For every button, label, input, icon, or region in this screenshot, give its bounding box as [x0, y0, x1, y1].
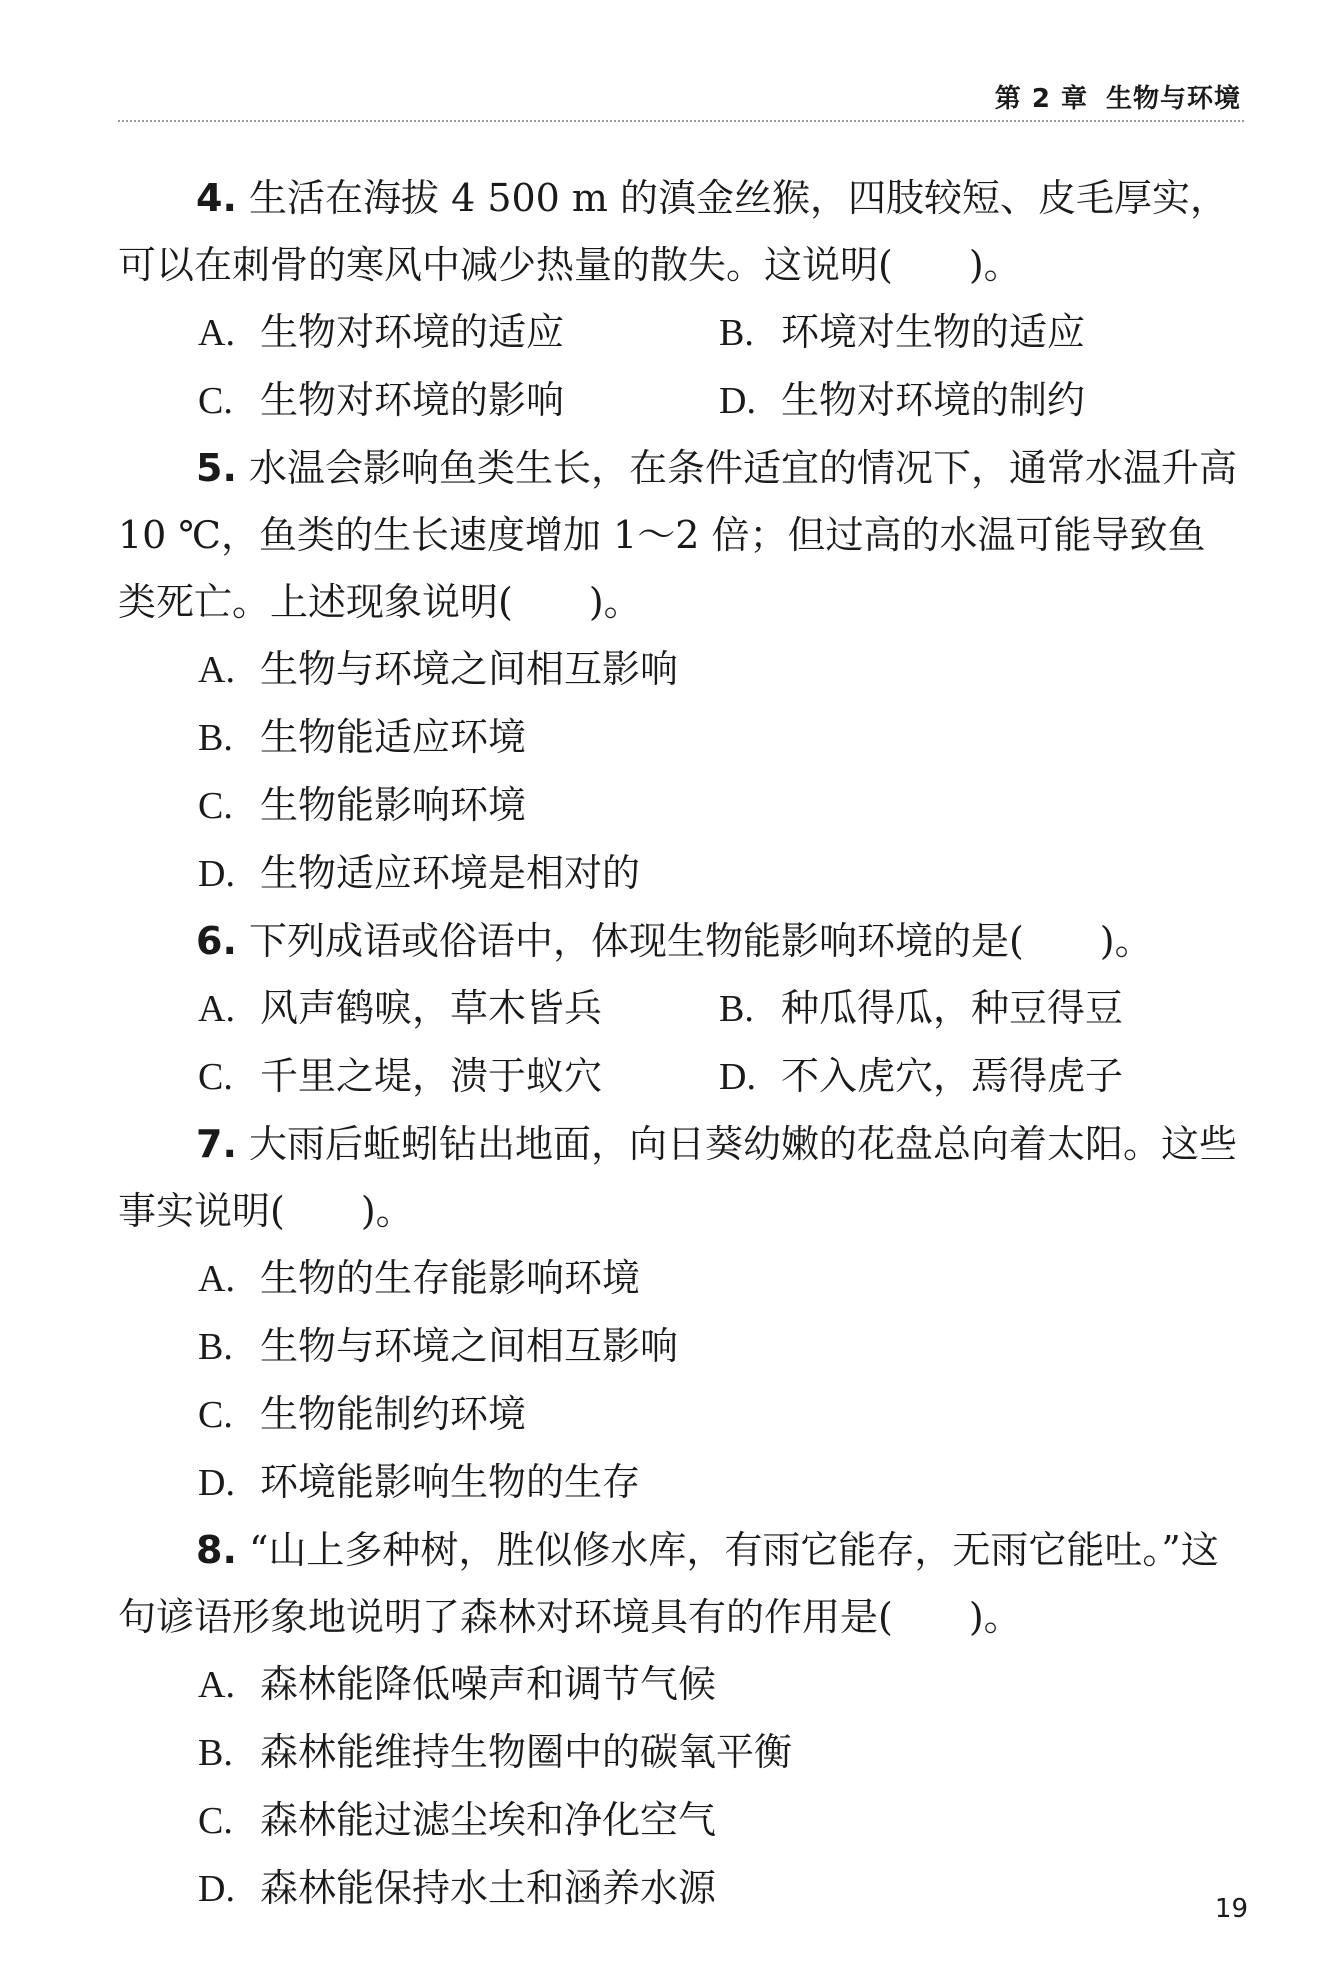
- option-d: D. 不入虎穴，焉得虎子: [719, 1054, 1124, 1098]
- question-stem: 生活在海拔 4 500 m 的滇金丝猴，四肢较短、皮毛厚实，可以在刺骨的寒风中减少热量的散失。这说明( )。: [118, 176, 1229, 287]
- option-a: A. 生物与环境之间相互影响: [198, 647, 679, 691]
- question-8: 8. “山上多种树，胜似修水库，有雨它能存，无雨它能吐。”这句谚语形象地说明了森林对环境具有的作用是( )。: [118, 1528, 1219, 1639]
- option-c: C. 森林能过滤尘埃和净化空气: [198, 1798, 717, 1842]
- option-row: [118, 367, 1240, 435]
- option-d: D. 生物适应环境是相对的: [198, 851, 641, 895]
- option-row: [118, 1043, 1240, 1111]
- option-a: A. 森林能降低噪声和调节气候: [198, 1662, 717, 1706]
- option-c: C. 生物对环境的影响: [198, 378, 565, 422]
- option-b: B. 森林能维持生物圈中的碳氧平衡: [198, 1730, 793, 1774]
- chapter-label: 第 2 章: [994, 84, 1088, 114]
- option-d: D. 生物对环境的制约: [719, 378, 1086, 422]
- question-stem: 下列成语或俗语中，体现生物能影响环境的是( )。: [248, 919, 1153, 963]
- option-b: B. 生物与环境之间相互影响: [198, 1324, 679, 1368]
- option-a: A. 风声鹤唳，草木皆兵: [198, 986, 603, 1030]
- question-stem: 水温会影响鱼类生长，在条件适宜的情况下，通常水温升高 10 ℃，鱼类的生长速度增加 1～2 倍；但过高的水温可能导致鱼类死亡。上述现象说明( )。: [118, 446, 1237, 624]
- running-header: [120, 78, 1241, 115]
- question-7: 7. 大雨后蚯蚓钻出地面，向日葵幼嫩的花盘总向着太阳。这些事实说明( )。: [118, 1122, 1237, 1233]
- chapter-title: 生物与环境: [1105, 84, 1241, 114]
- option-c: C. 生物能影响环境: [198, 783, 527, 827]
- page-number: 19: [1214, 1894, 1248, 1924]
- option-a: A. 生物对环境的适应: [198, 310, 565, 354]
- option-a: A. 生物的生存能影响环境: [198, 1256, 641, 1300]
- option-d: D. 森林能保持水土和涵养水源: [198, 1866, 717, 1910]
- question-6: 6. 下列成语或俗语中，体现生物能影响环境的是( )。: [196, 919, 1153, 963]
- option-d: D. 环境能影响生物的生存: [198, 1460, 641, 1504]
- option-b: B. 种瓜得瓜，种豆得豆: [719, 986, 1124, 1030]
- option-row: [118, 299, 1240, 367]
- question-list: [118, 165, 1240, 1923]
- option-b: B. 生物能适应环境: [198, 715, 527, 759]
- question-stem: “山上多种树，胜似修水库，有雨它能存，无雨它能吐。”这句谚语形象地说明了森林对环境具有的作用是( )。: [118, 1528, 1219, 1639]
- header-divider: [118, 120, 1244, 122]
- option-b: B. 环境对生物的适应: [719, 310, 1086, 354]
- option-row: [118, 975, 1240, 1043]
- option-c: C. 千里之堤，溃于蚁穴: [198, 1054, 603, 1098]
- question-stem: 大雨后蚯蚓钻出地面，向日葵幼嫩的花盘总向着太阳。这些事实说明( )。: [118, 1122, 1237, 1233]
- question-4: 4. 生活在海拔 4 500 m 的滇金丝猴，四肢较短、皮毛厚实，可以在刺骨的寒风中减少热量的散失。这说明( )。: [118, 176, 1229, 287]
- question-5: 5. 水温会影响鱼类生长，在条件适宜的情况下，通常水温升高 10 ℃，鱼类的生长速度增加 1～2 倍；但过高的水温可能导致鱼类死亡。上述现象说明( )。: [118, 446, 1237, 624]
- option-c: C. 生物能制约环境: [198, 1392, 527, 1436]
